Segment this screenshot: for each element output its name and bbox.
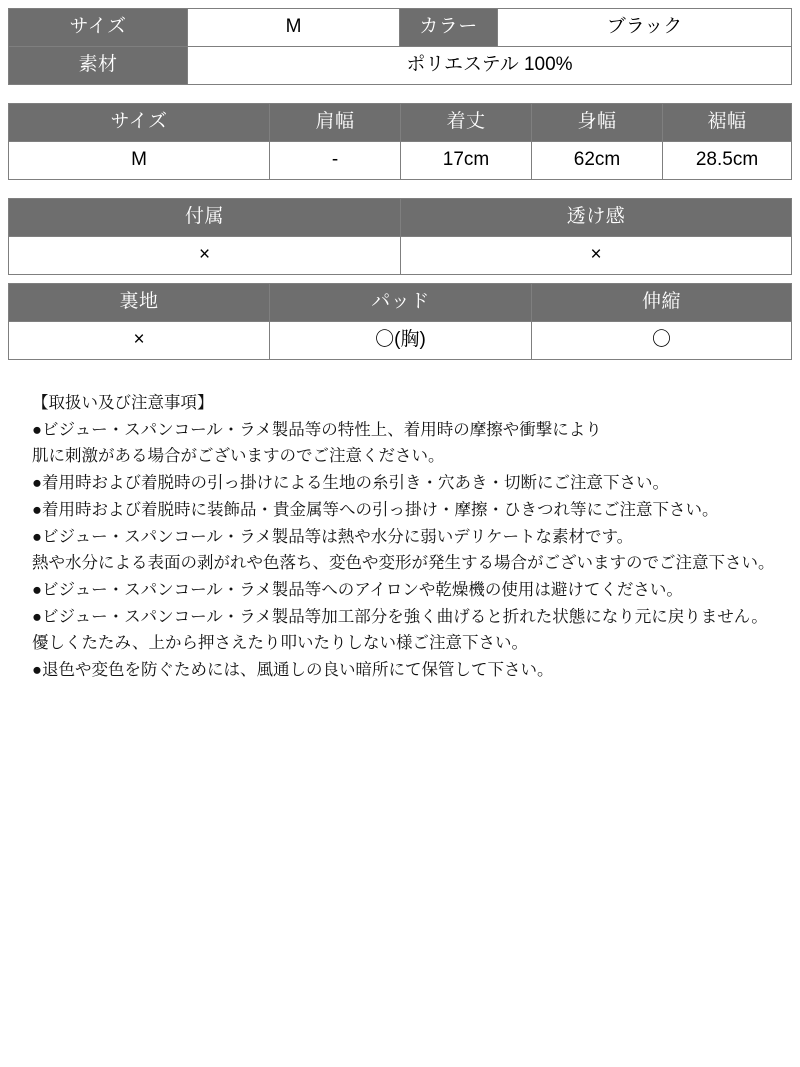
measurements-table [8,103,792,180]
table-header-row [9,104,792,142]
notes-line: ●ビジュー・スパンコール・ラメ製品等は熱や水分に弱いデリケートな素材です。 [32,527,634,546]
spacer [8,275,792,283]
cell-sheerness: × [401,237,792,275]
cell-hem: 28.5cm [663,142,792,180]
cell-size-value: M [188,9,400,47]
notes-line: ●ビジュー・スパンコール・ラメ製品等加工部分を強く曲げると折れた状態になり元に戻りません。 [32,607,768,626]
cell-stretch: 〇 [532,322,792,360]
features-table-1 [8,198,792,275]
table-row [9,47,792,85]
basic-info-table [8,8,792,85]
col-header-length: 着丈 [401,104,532,142]
notes-line: 肌に刺激がある場合がございますのでご注意ください。 [32,447,445,466]
cell-material-value: ポリエステル 100% [188,47,792,85]
notes-line: ●着用時および着脱時に装飾品・貴金属等への引っ掛け・摩擦・ひきつれ等にご注意下さい。 [32,500,719,519]
col-header-size: サイズ [9,104,270,142]
notes-line: ●ビジュー・スパンコール・ラメ製品等の特性上、着用時の摩擦や衝撃により [32,420,602,439]
features-table-2 [8,283,792,360]
col-header-pad: パッド [270,284,532,322]
care-instructions [8,390,792,684]
col-header-sheerness: 透け感 [401,199,792,237]
notes-line: 優しくたたみ、上から押さえたり叩いたりしない様ご注意下さい。 [32,634,528,653]
col-header-stretch: 伸縮 [532,284,792,322]
cell-length: 17cm [401,142,532,180]
cell-accessory: × [9,237,401,275]
notes-line: ●ビジュー・スパンコール・ラメ製品等へのアイロンや乾燥機の使用は避けてください。 [32,581,683,600]
cell-color-label: カラー [400,9,498,47]
col-header-hem: 裾幅 [663,104,792,142]
table-header-row [9,199,792,237]
notes-line: 熱や水分による表面の剥がれや色落ち、変色や変形が発生する場合がございますのでご注意下さい。 [32,554,775,573]
spacer [8,85,792,103]
table-row [9,9,792,47]
col-header-lining: 裏地 [9,284,270,322]
cell-size-m: M [9,142,270,180]
cell-size-label: サイズ [9,9,188,47]
cell-material-label: 素材 [9,47,188,85]
col-header-shoulder: 肩幅 [270,104,401,142]
cell-color-value: ブラック [498,9,792,47]
table-row [9,142,792,180]
cell-bust: 62cm [532,142,663,180]
notes-line: ●着用時および着脱時の引っ掛けによる生地の糸引き・穴あき・切断にご注意下さい。 [32,474,669,493]
cell-pad: 〇(胸) [270,322,532,360]
table-row [9,237,792,275]
col-header-bust: 身幅 [532,104,663,142]
notes-line: ●退色や変色を防ぐためには、風通しの良い暗所にて保管して下さい。 [32,661,554,680]
table-header-row [9,284,792,322]
cell-shoulder: - [270,142,401,180]
col-header-accessory: 付属 [9,199,401,237]
table-row [9,322,792,360]
spacer [8,180,792,198]
notes-title: 【取扱い及び注意事項】 [32,394,214,412]
cell-lining: × [9,322,270,360]
